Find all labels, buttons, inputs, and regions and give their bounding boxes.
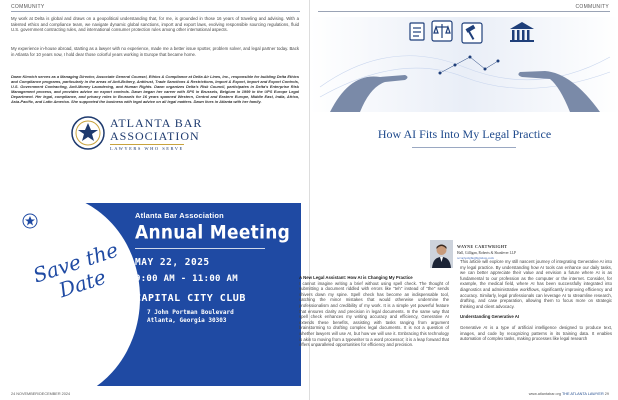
annual-meeting-ad — [10, 203, 301, 386]
paragraph: My experience in-house abroad, starting as a lawyer with no experience, made me a better issue spotter, problem solver, and legal partner today. Back in Atlanta for 10 years now, I hold dear those colorful years working in Europe that became home. — [11, 46, 299, 57]
logo-tagline: LAWYERS WHO SERVE — [110, 146, 184, 151]
ad-details — [135, 211, 295, 325]
ad-date: MAY 22, 2025 — [135, 257, 210, 268]
scales-of-justice-icon — [432, 21, 452, 41]
ad-venue: CAPITAL CITY CLUB — [135, 293, 246, 304]
author-bio: Dawn Kimrich serves as a Managing Director, Associate General Counsel, Ethics & Compliance at Delta Air Lines, Inc., responsible for building Delta Ethics and Compliance programs, particularly in the areas of Anti-Bribery, Antitrust, Trade Sanctions & Restrictions, Import & Export, Import and Export Controls, U.S. Government Contracting, Anti-Money Laundering, and Human Rights. Dawn organizes Delta's Risk Council, participates in Delta's Enterprise Risk Management process, and provides advice on export controls. Dawn began her career with SPS in Brussels, Belgium in 1999 in the UPS Europe Legal Department. Her legal, compliance, and privacy roles in Brussels for 16 years spanned Western, Central and Eastern Europe, Middle East, India, Africa, Asia-Pacific, and Latin America. She supported the business with legal advice on all legal matters. Dawn lives in Atlanta with her family. — [11, 74, 299, 104]
header-rule — [318, 11, 610, 12]
author-photo — [430, 240, 453, 268]
column-body: This article will explore my still nascent journey of integrating Generative AI into my legal practice. By understanding how AI tools can enhance our daily tasks, we can better appreciate their value and envision a future where AI is as fundamental to our profession as the computer or the internet. Consider, for example, the medical field, where AI has been successfully integrated into diagnostics and administrative workflows, significantly improving efficiency and accuracy. Similarly, legal professionals can leverage AI to streamline research, drafting, and case preparation, allowing them to focus more on strategic thinking and client advocacy. — [460, 259, 612, 309]
ad-time: 9:00 AM - 11:00 AM — [135, 274, 238, 284]
ad-divider — [135, 248, 265, 249]
section-label: COMMUNITY — [11, 4, 45, 10]
legal-tech-illustration — [310, 17, 618, 112]
header-rule — [11, 11, 300, 12]
save-the-date-text: Save the Date — [30, 237, 122, 303]
footer-magazine: THE ATLANTA LAWYER — [561, 392, 604, 396]
column-heading: A New Legal Assistant: How AI is Changing My Practice — [299, 275, 413, 280]
footer-url: www.atlantabar.org — [528, 392, 561, 396]
person-icon — [430, 240, 453, 268]
author-byline — [457, 244, 537, 260]
footer-page-number: 29 — [604, 392, 609, 396]
atlanta-bar-logo — [70, 115, 240, 155]
article-column-2 — [460, 259, 612, 342]
logo-line-1: ATLANTA BAR — [110, 116, 203, 130]
column-body: Generative AI is a type of artificial intelligence designed to produce text, images, and code by recognizing patterns in its training data. It enables automation of complex tasks, making processes like legal research — [460, 324, 612, 342]
ad-event-title: Annual Meeting — [135, 221, 291, 244]
title-rule — [412, 147, 516, 148]
right-page — [299, 0, 618, 400]
ad-org: Atlanta Bar Association — [135, 211, 224, 220]
paragraph: My work at Delta is global and draws on a geopolitical understanding that, for me, is grounded in those 16 years of traveling and advising. With a talented ethics and compliance team, we navigate dynamic global sanctions, import and export laws, evolving responsible sourcing regulations, fluid U.S. government contracting rules, and international consumer protection rules among other international aspects. — [11, 16, 299, 33]
section-label: COMMUNITY — [575, 4, 609, 10]
author-firm: Hall, Gilligan, Roberts & Shanlever LLP — [457, 251, 516, 255]
document-icon — [410, 23, 424, 40]
ad-emblem-icon — [22, 213, 38, 229]
page-footer: 24 NOVEMBER/DECEMBER 2024 — [11, 392, 71, 396]
bar-association-emblem-icon — [70, 115, 106, 151]
article-column-1 — [299, 275, 449, 348]
author-name: WAYNE CARTWRIGHT — [457, 244, 508, 249]
ad-address-line-1: 7 John Portman Boulevard — [147, 309, 234, 316]
author-email-link[interactable]: wcartwright@hgrslaw.com — [457, 256, 494, 260]
column-heading: Understanding Generative AI — [460, 314, 520, 320]
gavel-icon — [462, 23, 482, 43]
logo-line-2: ASSOCIATION — [110, 129, 200, 143]
ad-address — [147, 309, 295, 325]
column-body: I cannot imagine writing a brief without using spell check. The thought of submitting a document riddled with errors like "teh" instead of "the" sends shivers down my spine. Spell check has become an indispensable tool, catching the minor mistakes that would otherwise undermine the professionalism and credibility of my work. It is a simple yet powerful feature that ensures clarity and precision in legal documents. In the same way that spell check enhances my writing accuracy and efficiency, Generative AI extends these benefits, assisting with tasks ranging from argument brainstorming to drafting complex legal documents. It is not a question of whether lawyers will use AI, but how we will use it. Embracing this technology is akin to moving from a typewriter to a word processor; it is a leap forward that offers unparalleled opportunities for efficiency and precision. — [299, 280, 449, 348]
page-footer — [529, 392, 609, 396]
ad-address-line-2: Atlanta, Georgia 30303 — [147, 317, 227, 324]
article-title: How AI Fits Into My Legal Practice — [377, 127, 552, 141]
